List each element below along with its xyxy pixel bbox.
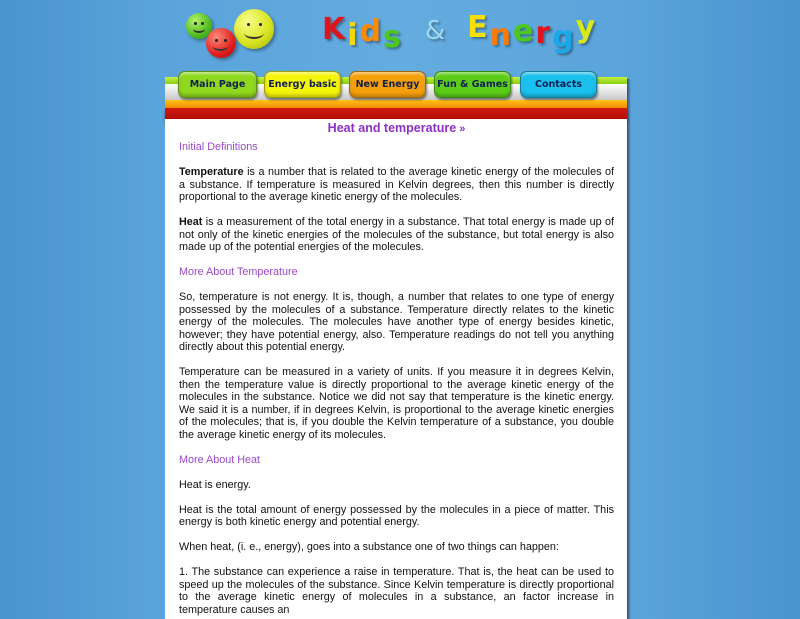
page-title bbox=[179, 122, 614, 136]
logo-letter: y bbox=[575, 10, 596, 45]
section-heading-more-heat: More About Heat bbox=[179, 453, 261, 466]
paragraph-when-heat: When heat, (i. e., energy), goes into a substance one of two things can happen: bbox=[179, 541, 559, 553]
logo-letter: d bbox=[359, 14, 382, 49]
logo-letter: E bbox=[467, 10, 488, 45]
logo-letter: g bbox=[552, 20, 574, 55]
frame-shadow bbox=[627, 79, 631, 619]
site-logo[interactable] bbox=[322, 10, 596, 55]
page-title-text: Heat and temperature bbox=[327, 121, 457, 135]
paragraph-text: is a measurement of the total energy in a substance. That total energy is made up of not only of the kinetic energies of the molecules of the substance, but total energy is also made up of the potential energies of the molecules. bbox=[179, 216, 614, 253]
term-temperature: Temperature bbox=[179, 166, 244, 178]
paragraph-not-energy: So, temperature is not energy. It is, though, a number that relates to one type of energy possessed by the molecules of a substance. Temperature directly relates to the kinetic energy of the molecules. The molecules have another type of energy besides kinetic, however; they have potential energy, also. Temperature readings do not tell you anything directly about this potential energy. bbox=[179, 291, 614, 353]
paragraph-units: Temperature can be measured in a variety of units. If you measure it in degrees Kelvin, then the temperature value is directly proportional to the average kinetic energy of the molecules in the substance. Notice we did not say that temperature is the kinetic energy. We said it is a number, if in degrees Kelvin, is proportional to the average kinetic energies of the molecules; that is, if you double the Kelvin temperature of a substance, you double the average kinetic energy of its molecules. bbox=[179, 366, 614, 441]
logo-letter: i bbox=[347, 18, 358, 53]
nav-fun-games[interactable]: Fun & Games bbox=[434, 71, 511, 98]
paragraph-heat-definition bbox=[179, 216, 614, 254]
paragraph-temperature-definition bbox=[179, 166, 614, 204]
paragraph-text: is a number that is related to the average kinetic energy of the molecules of a substance. If temperature is measured in Kelvin degrees, then this number is directly proportional to the average kinetic energy of the molecules. bbox=[179, 166, 614, 203]
site-header bbox=[0, 0, 800, 68]
logo-letter: r bbox=[535, 16, 551, 51]
logo-letter: K bbox=[322, 12, 346, 47]
paragraph-heat-is-energy: Heat is energy. bbox=[179, 478, 251, 491]
smiley-faces-icon bbox=[182, 6, 277, 64]
logo-letter: e bbox=[513, 14, 534, 49]
header-band-orange bbox=[165, 100, 627, 108]
nav-energy-basic[interactable]: Energy basic bbox=[264, 71, 341, 98]
logo-letter: s bbox=[383, 20, 401, 55]
nav-main-page[interactable]: Main Page bbox=[178, 71, 257, 98]
paragraph-heat-total: Heat is the total amount of energy possessed by the molecules in a piece of matter. This energy is both kinetic energy and potential energy. bbox=[179, 503, 614, 528]
article bbox=[179, 122, 614, 616]
nav-contacts[interactable]: Contacts bbox=[520, 71, 597, 98]
term-heat: Heat bbox=[179, 216, 203, 228]
paragraph-item-1: 1. The substance can experience a raise in temperature. That is, the heat can be used to speed up the molecules of the substance. Since Kelvin temperature is directly proportional to the average kinetic energy of molecules in a substance, an factor increase in temperature causes an bbox=[179, 566, 614, 616]
yellow-smiley-icon bbox=[234, 9, 274, 49]
section-heading-more-temperature: More About Temperature bbox=[179, 266, 298, 278]
section-heading-initial: Initial Definitions bbox=[179, 141, 258, 153]
header-band-red bbox=[165, 108, 627, 119]
logo-letter: n bbox=[489, 18, 512, 53]
nav-new-energy[interactable]: New Energy bbox=[349, 71, 426, 98]
double-chevron-right-icon: » bbox=[459, 123, 466, 135]
logo-letter: & bbox=[424, 16, 446, 46]
red-smiley-icon bbox=[206, 28, 236, 58]
